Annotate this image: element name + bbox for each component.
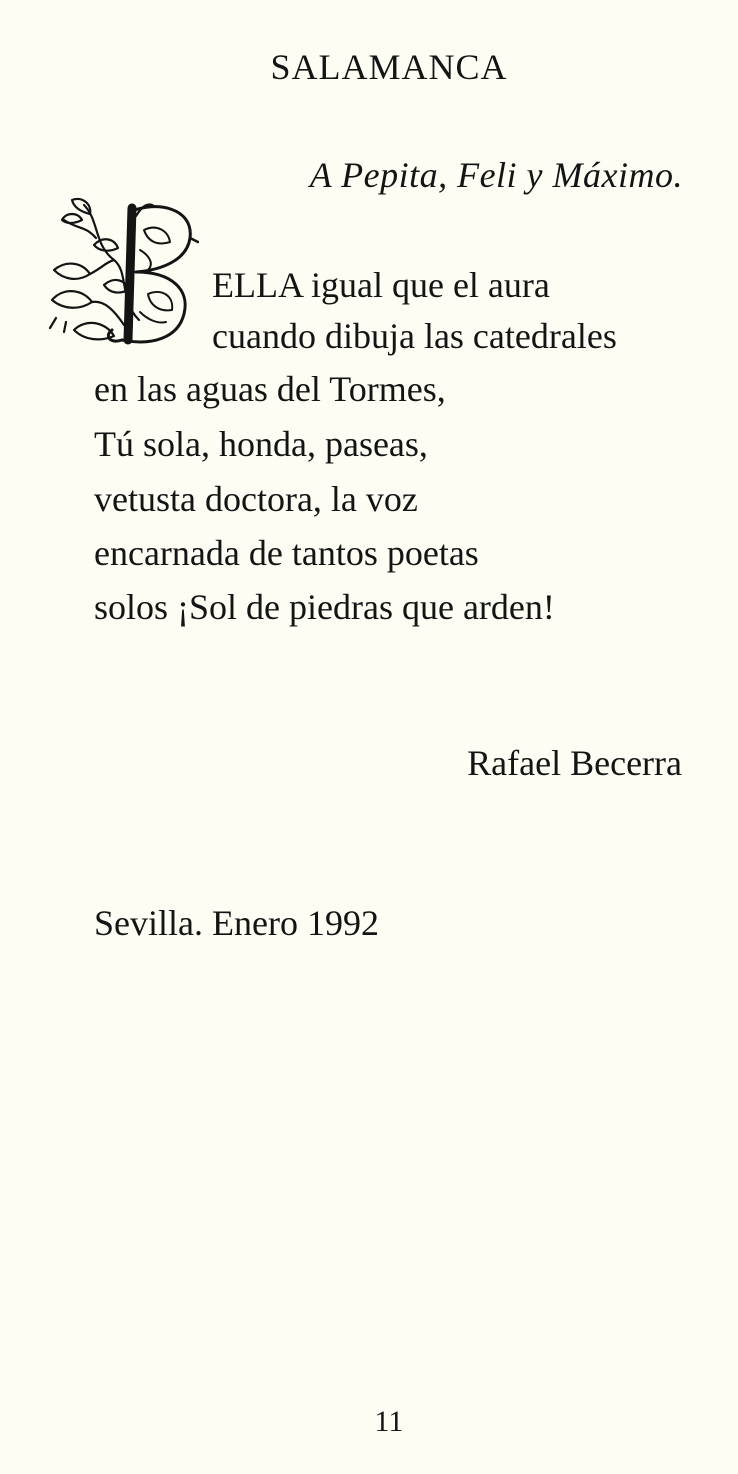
poem-line-5: vetusta doctora, la voz — [94, 479, 418, 519]
poem-line-6: encarnada de tantos poetas — [94, 533, 479, 573]
poem-line-2: cuando dibuja las catedrales — [212, 316, 617, 356]
poem-line-3: en las aguas del Tormes, — [94, 369, 446, 409]
poem-place-date: Sevilla. Enero 1992 — [94, 903, 379, 943]
poem-line-4: Tú sola, honda, paseas, — [94, 424, 428, 464]
poem-line-7: solos ¡Sol de piedras que arden! — [94, 587, 555, 627]
poem-author: Rafael Becerra — [467, 743, 682, 783]
poem-dedication: A Pepita, Feli y Máximo. — [309, 155, 683, 195]
page-number: 11 — [374, 1405, 404, 1438]
poem-title: SALAMANCA — [270, 47, 508, 87]
ornamental-drop-cap — [44, 190, 199, 360]
poem-line-1: ELLA igual que el aura — [212, 265, 550, 305]
